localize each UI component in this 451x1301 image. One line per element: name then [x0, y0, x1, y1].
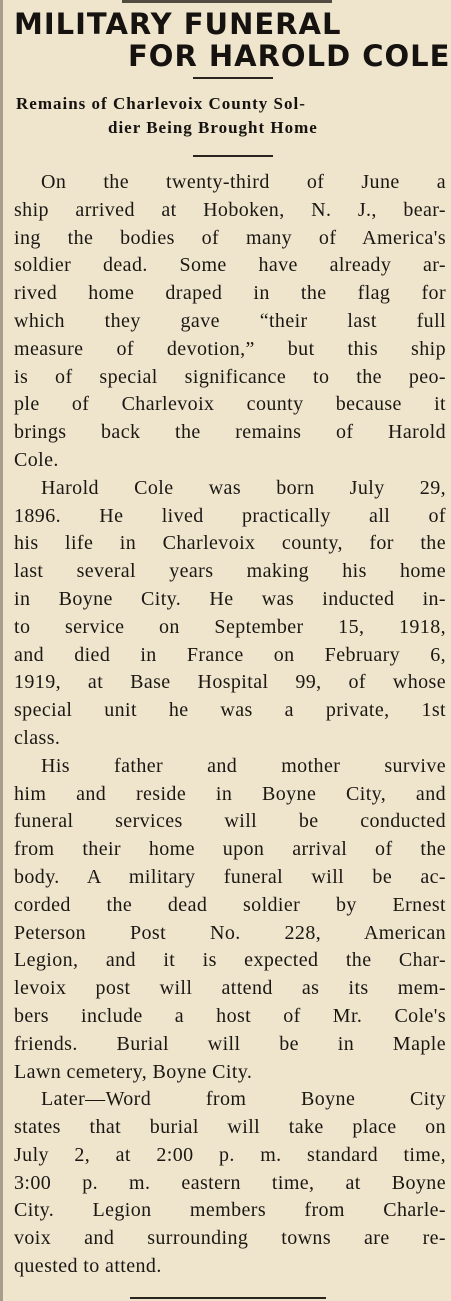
paragraph-1-line: which they gave “their last full [14, 309, 446, 332]
paragraph-2-line: Harold Cole was born July 29, [41, 476, 446, 499]
paragraph-1-line: is of special significance to the peo- [14, 365, 446, 388]
paragraph-4-line: states that burial will take place on [14, 1116, 446, 1139]
paragraph-2-line: last several years making his home [14, 560, 446, 583]
paragraph-2-line: special unit he was a private, 1st [14, 699, 446, 722]
paragraph-1-line: brings back the remains of Harold [14, 421, 446, 444]
paragraph-3-line: corded the dead soldier by Ernest [14, 893, 446, 916]
headline-line-1: MILITARY FUNERAL [14, 7, 342, 41]
article-body [14, 169, 446, 1281]
paragraph-2-line: 1919, at Base Hospital 99, of whose [14, 671, 446, 694]
paragraph-3-line: His father and mother survive [41, 754, 446, 777]
paragraph-1-line: soldier dead. Some have already ar- [14, 254, 446, 277]
paragraph-3-line: from their home upon arrival of the [14, 838, 446, 861]
paragraph-2-line: and died in France on February 6, [14, 643, 446, 666]
paragraph-1-line: Cole. [14, 448, 59, 471]
paragraph-1-line: rived home draped in the flag for [14, 282, 446, 305]
paragraph-4-line: July 2, at 2:00 p. m. standard time, [14, 1143, 446, 1166]
paragraph-3-line: Peterson Post No. 228, American [14, 921, 446, 944]
paragraph-4-line: voix and surrounding towns are re- [14, 1227, 446, 1250]
paragraph-3-line: him and reside in Boyne City, and [14, 782, 446, 805]
paragraph-3-line: Lawn cemetery, Boyne City. [14, 1060, 253, 1083]
paragraph-3-line: bers include a host of Mr. Cole's [14, 1004, 446, 1027]
paragraph-4-line: City. Legion members from Charle- [14, 1199, 446, 1222]
subhead-divider-rule [193, 155, 273, 157]
headline-divider-rule [193, 77, 273, 79]
paragraph-2-line: in Boyne City. He was inducted in- [14, 587, 446, 610]
top-rule [122, 0, 332, 3]
paragraph-2-line: class. [14, 726, 61, 749]
paragraph-3-line: body. A military funeral will be ac- [14, 865, 446, 888]
subhead-line-1: Remains of Charlevoix County Sol- [16, 94, 306, 113]
paragraph-1-line: ship arrived at Hoboken, N. J., bear- [14, 198, 446, 221]
paragraph-4-line: Later—Word from Boyne City [41, 1088, 446, 1111]
paragraph-2-line: 1896. He lived practically all of [14, 504, 446, 527]
paragraph-1-line: measure of devotion,” but this ship [14, 337, 446, 360]
paragraph-3-line: Legion, and it is expected the Char- [14, 949, 446, 972]
paragraph-4-line: 3:00 p. m. eastern time, at Boyne [14, 1171, 446, 1194]
headline-line-2: FOR HAROLD COLE [128, 39, 451, 73]
paragraph-3-line: funeral services will be conducted [14, 810, 446, 833]
paragraph-2-line: his life in Charlevoix county, for the [14, 532, 446, 555]
paragraph-3-line: levoix post will attend as its mem- [14, 977, 446, 1000]
paragraph-1-line: ple of Charlevoix county because it [14, 393, 446, 416]
paragraph-3-line: friends. Burial will be in Maple [14, 1032, 446, 1055]
column-edge-rule [0, 0, 3, 1301]
paragraph-1-line: ing the bodies of many of America's [14, 226, 446, 249]
paragraph-4-line: quested to attend. [14, 1255, 162, 1278]
paragraph-2-line: to service on September 15, 1918, [14, 615, 446, 638]
subhead-line-2: dier Being Brought Home [108, 118, 318, 137]
bottom-rule [130, 1297, 326, 1299]
paragraph-1-line: On the twenty-third of June a [41, 171, 446, 193]
